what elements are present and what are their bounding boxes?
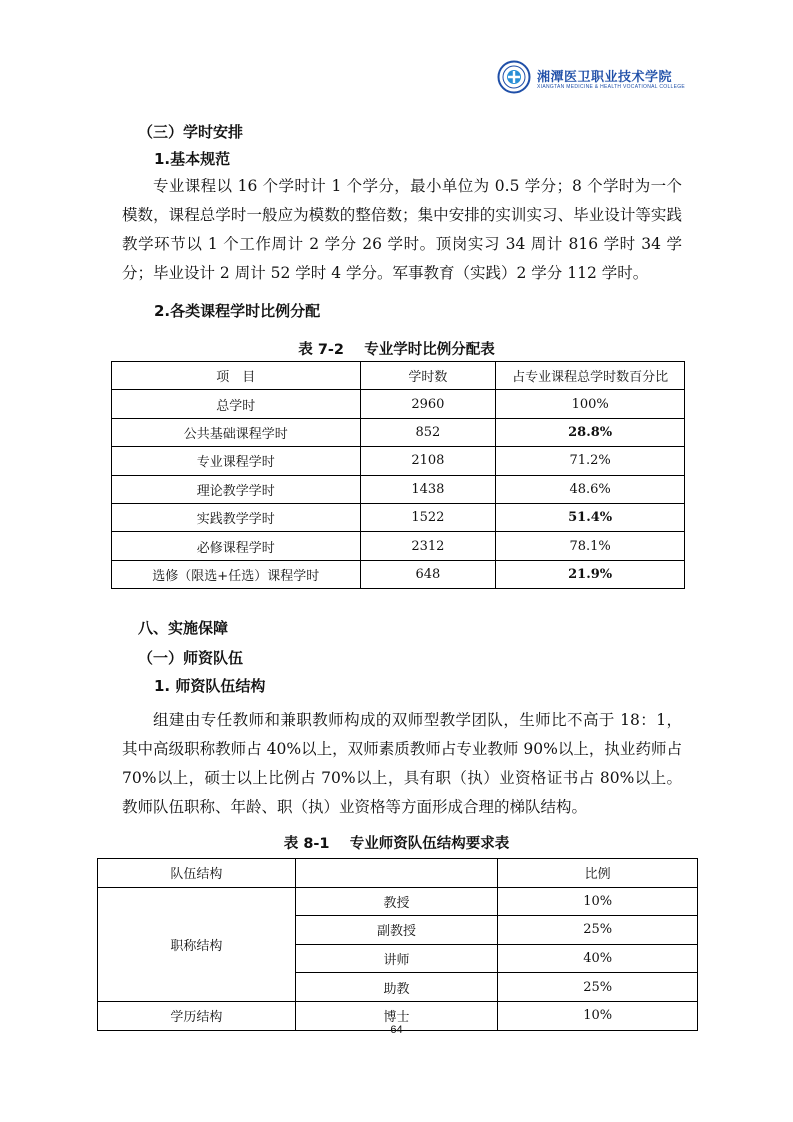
row-label: 助教: [295, 973, 498, 1002]
row-hours: 1438: [360, 475, 496, 503]
row-label: 博士: [295, 1001, 498, 1030]
row-ratio: 10%: [498, 887, 698, 916]
section-heading-implementation: 八、实施保障: [138, 619, 229, 637]
subheading-hour-ratio: 2.各类课程学时比例分配: [154, 302, 321, 320]
row-label: 必修课程学时: [112, 532, 361, 560]
header-blank: [295, 859, 498, 888]
row-label: 选修（限选+任选）课程学时: [112, 560, 361, 588]
row-label: 实践教学学时: [112, 503, 361, 531]
table-row: [112, 560, 685, 588]
table-row: [112, 418, 685, 446]
header-percent: 占专业课程总学时数百分比: [496, 362, 685, 390]
table-8-1-caption: 表 8-1 专业师资队伍结构要求表: [283, 836, 510, 852]
page-number: 64: [390, 1024, 403, 1036]
row-ratio: 10%: [498, 1001, 698, 1030]
row-label: 教授: [295, 887, 498, 916]
row-hours: 852: [360, 418, 496, 446]
subheading-faculty-structure: 1. 师资队伍结构: [154, 677, 266, 695]
row-percent: 71.2%: [496, 447, 685, 475]
paragraph-basic-norms: 专业课程以 16 个学时计 1 个学分，最小单位为 0.5 学分；8 个学时为一个模数，课程总学时一般应为模数的整倍数；集中安排的实训实习、毕业设计等实践教学环节以 1 个工作周计 2 学分 26 学时。顶岗实习 34 周计 816 学时 34 学分；毕业设计 2 周计 52 学时 4 学分。军事教育（实践）2 学分 112 学时。: [122, 177, 682, 282]
header-ratio: 比例: [498, 859, 698, 888]
row-percent: 28.8%: [496, 418, 685, 446]
row-label: 副教授: [295, 916, 498, 945]
row-percent: 21.9%: [496, 560, 685, 588]
header-structure: 队伍结构: [98, 859, 296, 888]
table-header-row: [112, 362, 685, 390]
row-hours: 648: [360, 560, 496, 588]
subheading-faculty: （一）师资队伍: [138, 649, 244, 667]
row-percent: 51.4%: [496, 503, 685, 531]
table-row: [112, 447, 685, 475]
table-row: [98, 887, 698, 916]
subheading-basic-norms: 1.基本规范: [154, 150, 231, 168]
table-row: [112, 532, 685, 560]
row-label: 理论教学学时: [112, 475, 361, 503]
row-label: 专业课程学时: [112, 447, 361, 475]
school-name-cn: 湘潭医卫职业技术学院: [537, 70, 673, 85]
table-8-1: [97, 858, 698, 1031]
table-header-row: [98, 859, 698, 888]
header-item: 项 目: [112, 362, 361, 390]
row-hours: 2960: [360, 390, 496, 418]
table-7-2-caption: 表 7-2 专业学时比例分配表: [298, 342, 495, 358]
table-row: [112, 503, 685, 531]
row-percent: 100%: [496, 390, 685, 418]
paragraph-faculty-structure: 组建由专任教师和兼职教师构成的双师型教学团队，生师比不高于 18：1，其中高级职称教师占 40%以上，双师素质教师占专业教师 90%以上，执业药师占 70%以上，硕士以上比例占 70%以上，具有职（执）业资格证书占 80%以上。教师队伍职称、年龄、职（执）业资格等方面形成合理的梯队结构。: [122, 711, 682, 816]
section-heading-schedule: （三）学时安排: [138, 123, 244, 141]
row-hours: 2108: [360, 447, 496, 475]
group-label-title: 职称结构: [98, 887, 296, 1001]
row-ratio: 25%: [498, 916, 698, 945]
header-hours: 学时数: [360, 362, 496, 390]
school-emblem-icon: [497, 60, 531, 94]
row-label: 公共基础课程学时: [112, 418, 361, 446]
table-7-2: [111, 361, 685, 589]
row-percent: 48.6%: [496, 475, 685, 503]
table-row: [112, 390, 685, 418]
row-label: 总学时: [112, 390, 361, 418]
row-ratio: 40%: [498, 944, 698, 973]
row-hours: 2312: [360, 532, 496, 560]
school-name-en: XIANGTAN MEDICINE & HEALTH VOCATIONAL COLLEGE: [537, 84, 686, 90]
row-label: 讲师: [295, 944, 498, 973]
row-percent: 78.1%: [496, 532, 685, 560]
school-logo: [497, 58, 693, 98]
row-ratio: 25%: [498, 973, 698, 1002]
group-label-education: 学历结构: [98, 1001, 296, 1030]
row-hours: 1522: [360, 503, 496, 531]
table-row: [112, 475, 685, 503]
